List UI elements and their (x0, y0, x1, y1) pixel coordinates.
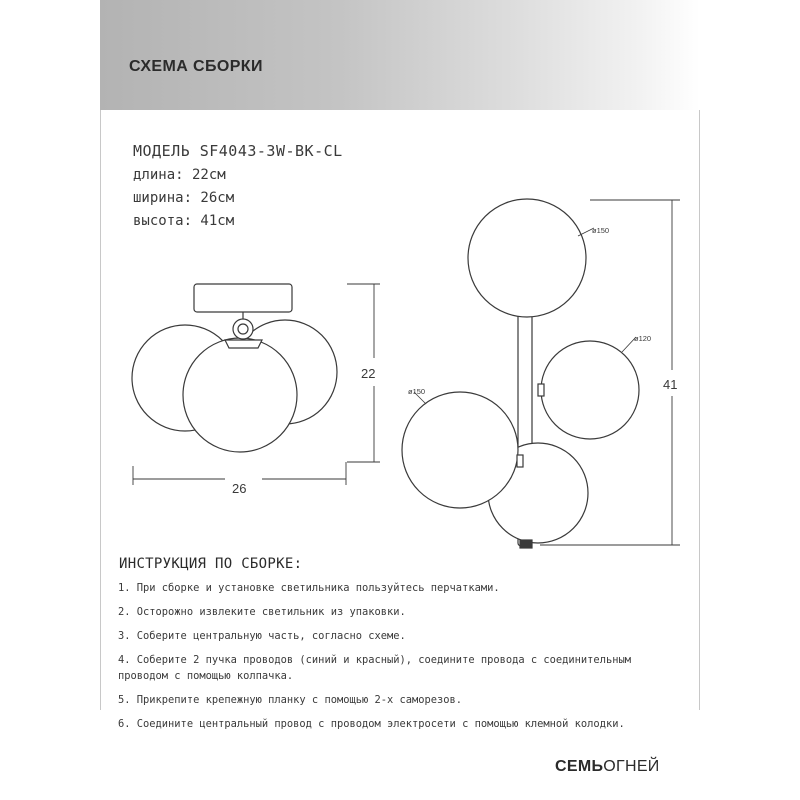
instruction-item-3: 3. Соберите центральную часть, согласно схеме. (118, 630, 406, 642)
side-view (402, 199, 680, 548)
model-name: МОДЕЛЬ SF4043-3W-BK-CL (133, 142, 343, 160)
side-height-label: 41 (663, 377, 678, 392)
instruction-item-4: 4. Соберите 2 пучка проводов (синий и красный), соедините провода с соединительным проводом с помощью колпачка. (118, 654, 631, 682)
front-width-label: 26 (232, 481, 247, 496)
brand-logo (555, 758, 660, 776)
instruction-item-1: 1. При сборке и установке светильника пользуйтесь перчатками. (118, 582, 500, 594)
diameter-right-label: ø120 (634, 334, 652, 343)
brand-bold-part: СЕМЬ (555, 758, 604, 775)
spec-length: длина: 22см (133, 167, 226, 183)
diameter-left-label: ø150 (408, 387, 426, 396)
instructions-title: ИНСТРУКЦИЯ ПО СБОРКЕ: (119, 556, 303, 572)
ceiling-plate (194, 284, 292, 312)
globe-front (183, 338, 297, 452)
front-height-label: 22 (361, 366, 376, 381)
brand-light-part: ОГНЕЙ (603, 758, 660, 775)
globe-left-side (402, 392, 518, 508)
spec-width: ширина: 26см (133, 190, 235, 206)
front-view (132, 284, 380, 485)
instruction-item-6: 6. Соедините центральный провод с проводом электросети с помощью клемной колодки. (118, 718, 625, 730)
spec-height: высота: 41см (133, 213, 235, 229)
page-title: СХЕМА СБОРКИ (129, 58, 263, 75)
instruction-item-2: 2. Осторожно извлеките светильник из упаковки. (118, 606, 406, 618)
instructions-list (118, 580, 688, 740)
globe-mid-right (541, 341, 639, 439)
diameter-top-label: ø150 (592, 226, 610, 235)
globe-top (468, 199, 586, 317)
instruction-item-5: 5. Прикрепите крепежную планку с помощью 2-х саморезов. (118, 694, 463, 706)
